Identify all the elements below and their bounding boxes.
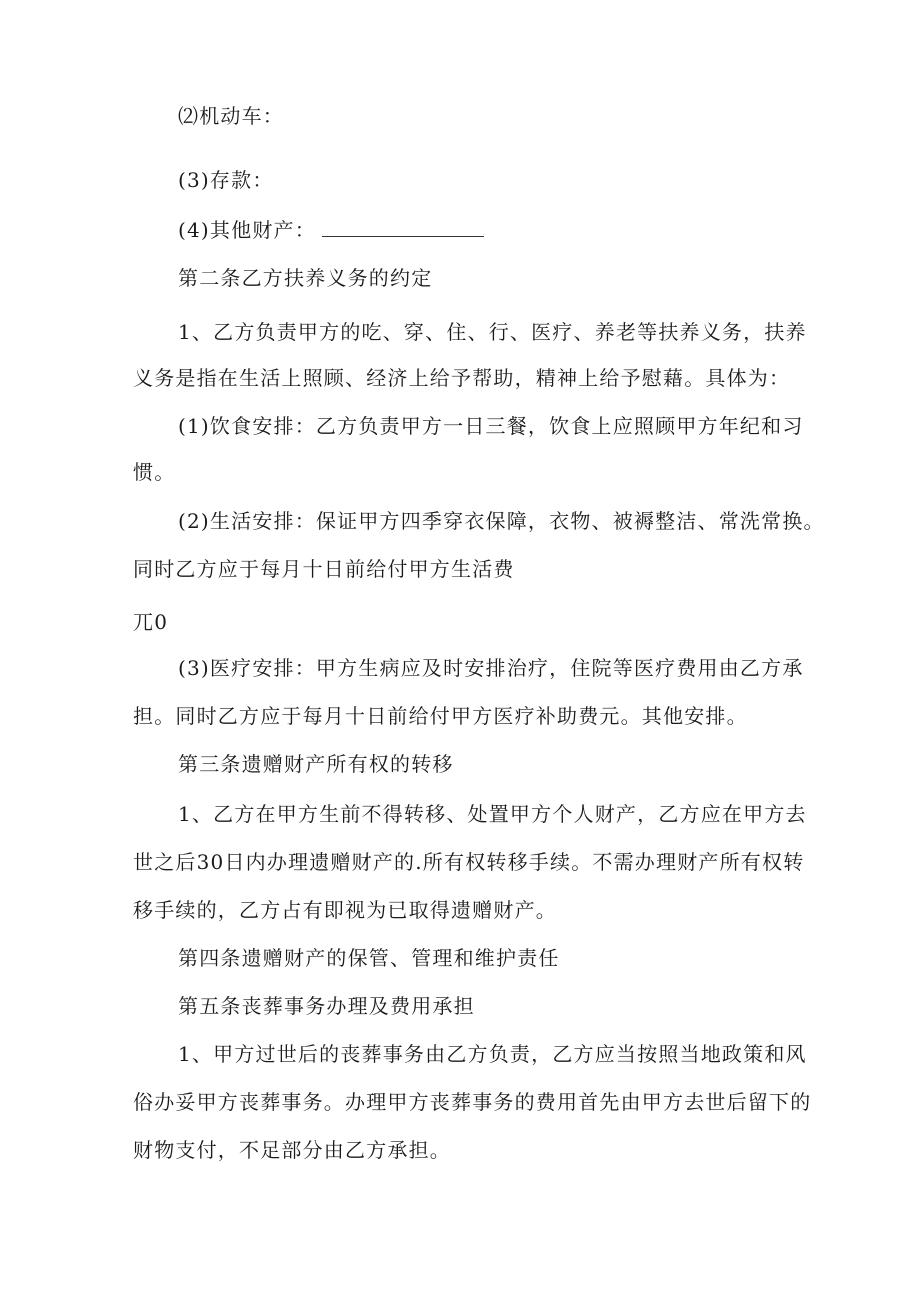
paragraph-line: 1、乙方负责甲方的吃、穿、住、行、医疗、养老等扶养义务，扶养 <box>178 320 807 344</box>
paragraph-line: 担。同时乙方应于每月十日前给付甲方医疗补助费元。其他安排。 <box>133 704 748 728</box>
paragraph-line: 世之后30日内办理遗赠财产的.所有权转移手续。不需办理财产所有权转 <box>133 850 805 874</box>
paragraph-line: 兀0 <box>133 610 169 634</box>
paragraph-line: 同时乙方应于每月十日前给付甲方生活费 <box>133 557 515 581</box>
paragraph-line: 俗办妥甲方丧葬事务。办理甲方丧葬事务的费用首先由甲方去世后留下的 <box>133 1090 812 1114</box>
paragraph-line: 1、乙方在甲方生前不得转移、处置甲方个人财产，乙方应在甲方去 <box>178 802 807 826</box>
article-2-heading: 第二条乙方扶养义务的约定 <box>178 266 433 290</box>
article-4-heading: 第四条遗赠财产的保管、管理和维护责任 <box>178 946 560 970</box>
paragraph-line: 财物支付，不足部分由乙方承担。 <box>133 1138 451 1162</box>
paragraph-line: 1、甲方过世后的丧葬事务由乙方负责，乙方应当按照当地政策和风 <box>178 1042 807 1066</box>
paragraph-line: (3)医疗安排：甲方生病应及时安排治疗，住院等医疗费用由乙方承 <box>178 656 804 680</box>
paragraph-line: 移手续的，乙方占有即视为已取得遗赠财产。 <box>133 898 557 922</box>
article-5-heading: 第五条丧葬事务办理及费用承担 <box>178 994 475 1018</box>
item-motor-vehicle: ⑵机动车： <box>178 104 284 128</box>
item-other-property-label: (4)其他财产： <box>178 218 316 242</box>
paragraph-line: 惯。 <box>133 460 176 484</box>
paragraph-line: 义务是指在生活上照顾、经济上给予帮助，精神上给予慰藉。具体为： <box>133 366 791 390</box>
fill-in-blank <box>322 218 484 237</box>
article-3-heading: 第三条遗赠财产所有权的转移 <box>178 752 454 776</box>
item-deposit: (3)存款： <box>178 168 274 192</box>
paragraph-line: (1)饮食安排：乙方负责甲方一日三餐，饮食上应照顾甲方年纪和习 <box>178 414 804 438</box>
paragraph-line: (2)生活安排：保证甲方四季穿衣保障，衣物、被褥整洁、常洗常换。 <box>178 509 825 533</box>
item-other-property <box>178 216 484 244</box>
